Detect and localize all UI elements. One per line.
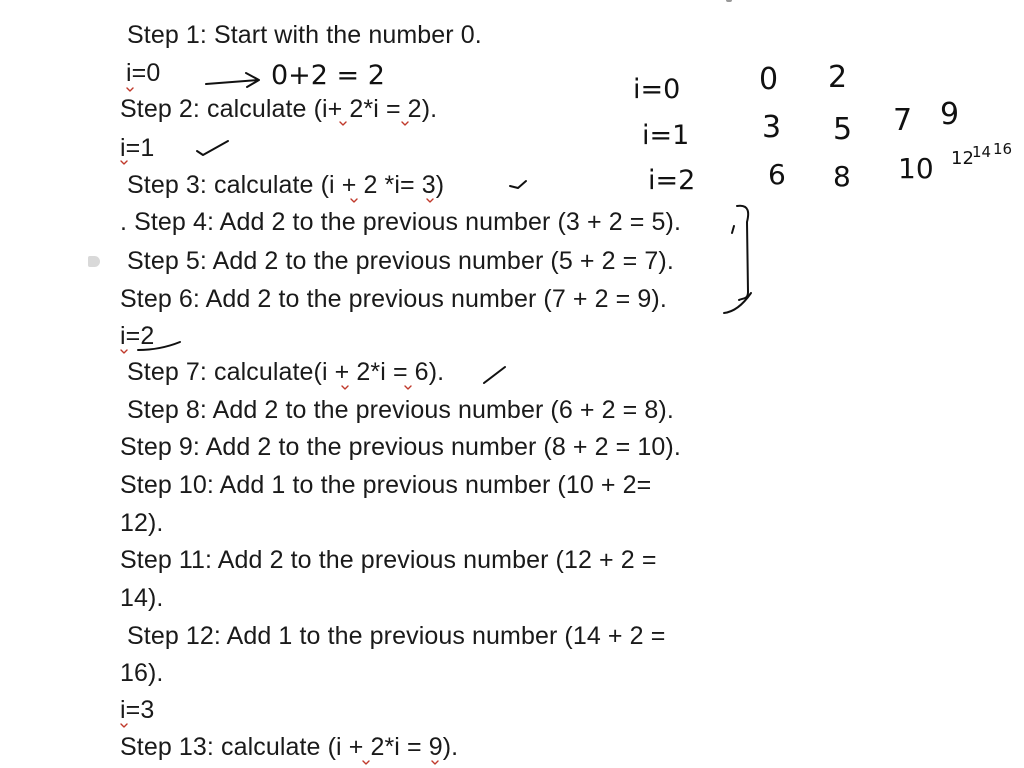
handwritten-value: 10 <box>898 152 934 185</box>
handwritten-value: 16 <box>993 140 1013 158</box>
step-10-line: Step 10: Add 1 to the previous number (10 + 2= <box>120 471 652 499</box>
handwritten-value: 0 <box>759 62 779 97</box>
handwritten-value: 3 <box>762 110 782 145</box>
step-1-line: Step 1: Start with the number 0. <box>127 21 482 49</box>
handwritten-row-label-i0: i=0 <box>633 74 681 105</box>
step-7-line: Step 7: calculate(i + 2*i = 6). <box>127 358 445 386</box>
arrow-icon <box>206 73 259 87</box>
step-9-line: Step 9: Add 2 to the previous number (8 + 2 = 10). <box>120 433 681 461</box>
step-6-line: Step 6: Add 2 to the previous number (7 + 2 = 9). <box>120 285 667 313</box>
handwritten-value: 6 <box>768 158 786 191</box>
step-11-line: Step 11: Add 2 to the previous number (12 + 2 = <box>120 546 657 574</box>
handwritten-value: 12 <box>951 148 974 169</box>
step-10-continuation: 12). <box>120 509 164 537</box>
step-12-continuation: 16). <box>120 659 164 687</box>
step-13-line: Step 13: calculate (i + 2*i = 9). <box>120 733 459 761</box>
step-5-line: Step 5: Add 2 to the previous number (5 + 2 = 7). <box>127 247 674 275</box>
step-3-line: Step 3: calculate (i + 2 *i= 3) <box>127 171 445 199</box>
i-equals-0-line: i=0 <box>126 59 161 87</box>
bracket-mark <box>724 293 751 313</box>
step-11-continuation: 14). <box>120 584 164 612</box>
handwritten-arrow-note: 0+2 = 2 <box>271 60 385 91</box>
checkmark-icon <box>484 367 505 383</box>
step-8-line: Step 8: Add 2 to the previous number (6 + 2 = 8). <box>127 396 674 424</box>
i-equals-2-line: i=2 <box>120 322 155 350</box>
handwritten-value: 5 <box>833 112 853 147</box>
window-edge-mark <box>726 0 732 2</box>
step-12-line: Step 12: Add 1 to the previous number (14 + 2 = <box>127 622 666 650</box>
handwritten-value: 2 <box>828 60 848 95</box>
handwritten-value: 8 <box>833 160 851 193</box>
step-2-line: Step 2: calculate (i+ 2*i = 2). <box>120 95 438 123</box>
checkmark-icon <box>197 141 228 155</box>
step-4-line: . Step 4: Add 2 to the previous number (3 + 2 = 5). <box>120 208 681 236</box>
bracket-mark <box>737 206 748 300</box>
i-equals-1-line: i=1 <box>120 134 155 162</box>
handwritten-row-label-i2: i=2 <box>648 165 696 196</box>
paragraph-handle-icon[interactable] <box>88 256 100 267</box>
checkmark-icon <box>510 181 526 188</box>
i-equals-3-line: i=3 <box>120 696 155 724</box>
handwritten-value: 9 <box>940 97 960 132</box>
handwritten-value: 7 <box>893 103 913 138</box>
bracket-mark <box>732 226 734 233</box>
handwritten-row-label-i1: i=1 <box>642 120 690 151</box>
handwritten-value: 14 <box>972 143 992 161</box>
